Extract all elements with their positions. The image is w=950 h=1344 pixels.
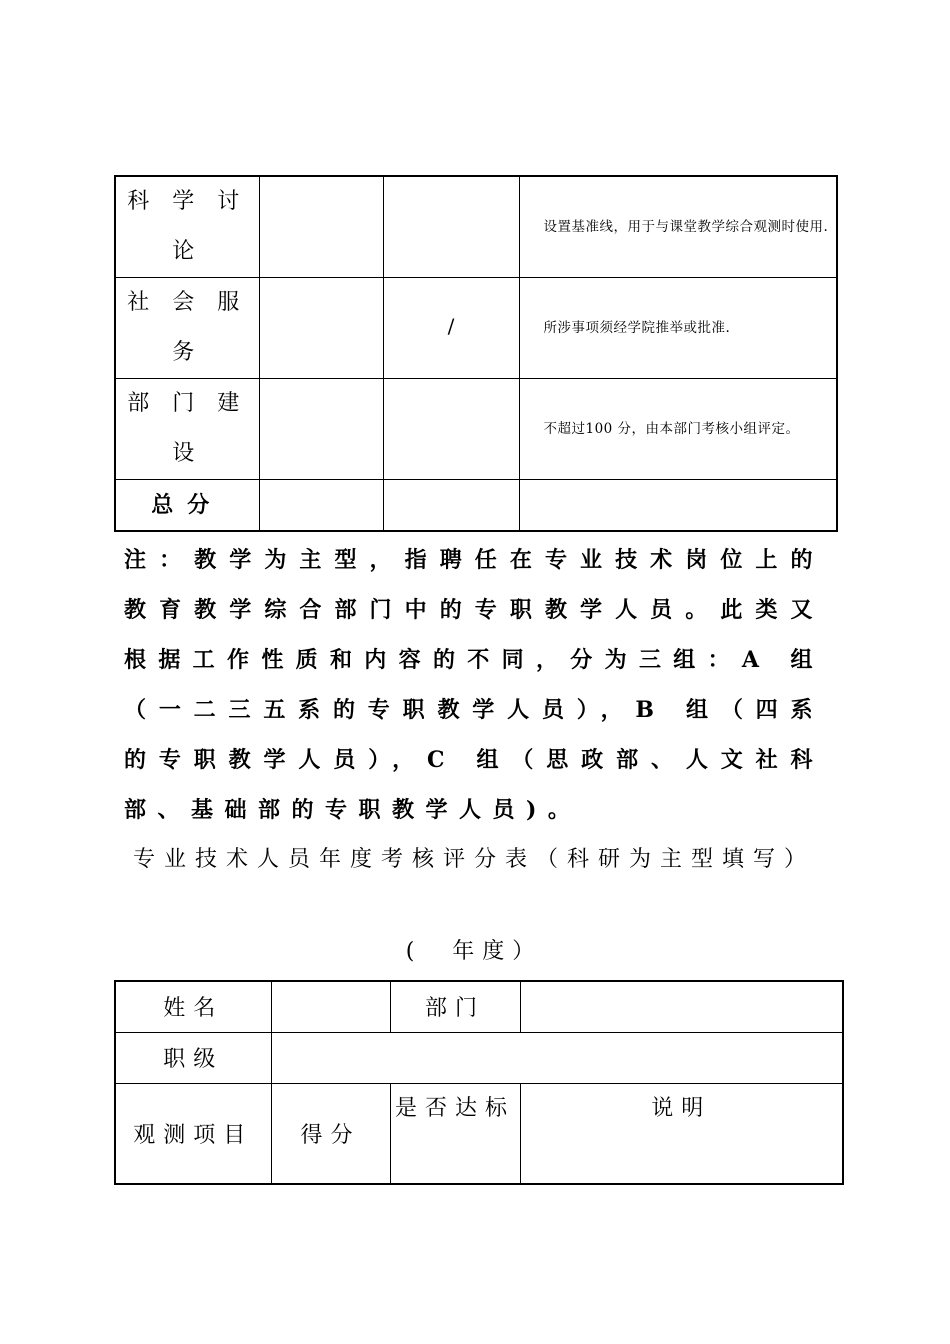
year-line [124,932,824,972]
score-cell [259,278,383,379]
col-header-desc: 说明 [520,1083,843,1184]
total-meet-cell [383,480,519,532]
table-header-row [115,1083,843,1184]
col-header-score: 得分 [271,1083,390,1184]
row-label-science-discussion: 科 学 讨 论 [115,176,259,278]
rank-field[interactable] [271,1032,843,1083]
score-cell [259,176,383,278]
row-note: 不超过100 分，由本部门考核小组评定。 [519,379,837,480]
row-label-dept-building: 部 门 建 设 [115,379,259,480]
year-label: 年度） [452,939,543,964]
note-paragraph: 注：教学为主型，指聘任在专业技术岗位上的教育教学综合部门中的专职教学人员。此类又根据工作性质和内容的不同，分为三组：A 组（一二三五系的专职教学人员），B 组（四系的专职教学人员），C 组（思政部、人文社科部、基础部的专职教学人员)。 [124,547,824,823]
col-header-meet: 是否达标 [390,1083,520,1184]
dept-field[interactable] [520,981,843,1032]
total-score-cell [259,480,383,532]
form-title: 专业技术人员年度考核评分表（科研为主型填写） [132,847,815,872]
score-cell [259,379,383,480]
meet-cell [383,176,519,278]
table-row [115,176,837,278]
dept-label: 部门 [390,981,520,1032]
year-open-paren: ( [405,939,423,964]
total-row [115,480,837,532]
rank-label: 职级 [115,1032,271,1083]
evaluation-table-continued [114,175,838,532]
table-row [115,379,837,480]
total-note-cell [519,480,837,532]
name-label: 姓名 [115,981,271,1032]
table-row [115,981,843,1032]
table-row [115,1032,843,1083]
table-row [115,278,837,379]
meet-cell: / [383,278,519,379]
name-field[interactable] [271,981,390,1032]
row-note: 设置基准线，用于与课堂教学综合观测时使用. [519,176,837,278]
row-note: 所涉事项须经学院推举或批准. [519,278,837,379]
meet-cell [383,379,519,480]
total-label: 总分 [115,480,259,532]
evaluation-form-table [114,980,844,1185]
row-label-social-service: 社 会 服 务 [115,278,259,379]
col-header-item: 观测项目 [115,1083,271,1184]
